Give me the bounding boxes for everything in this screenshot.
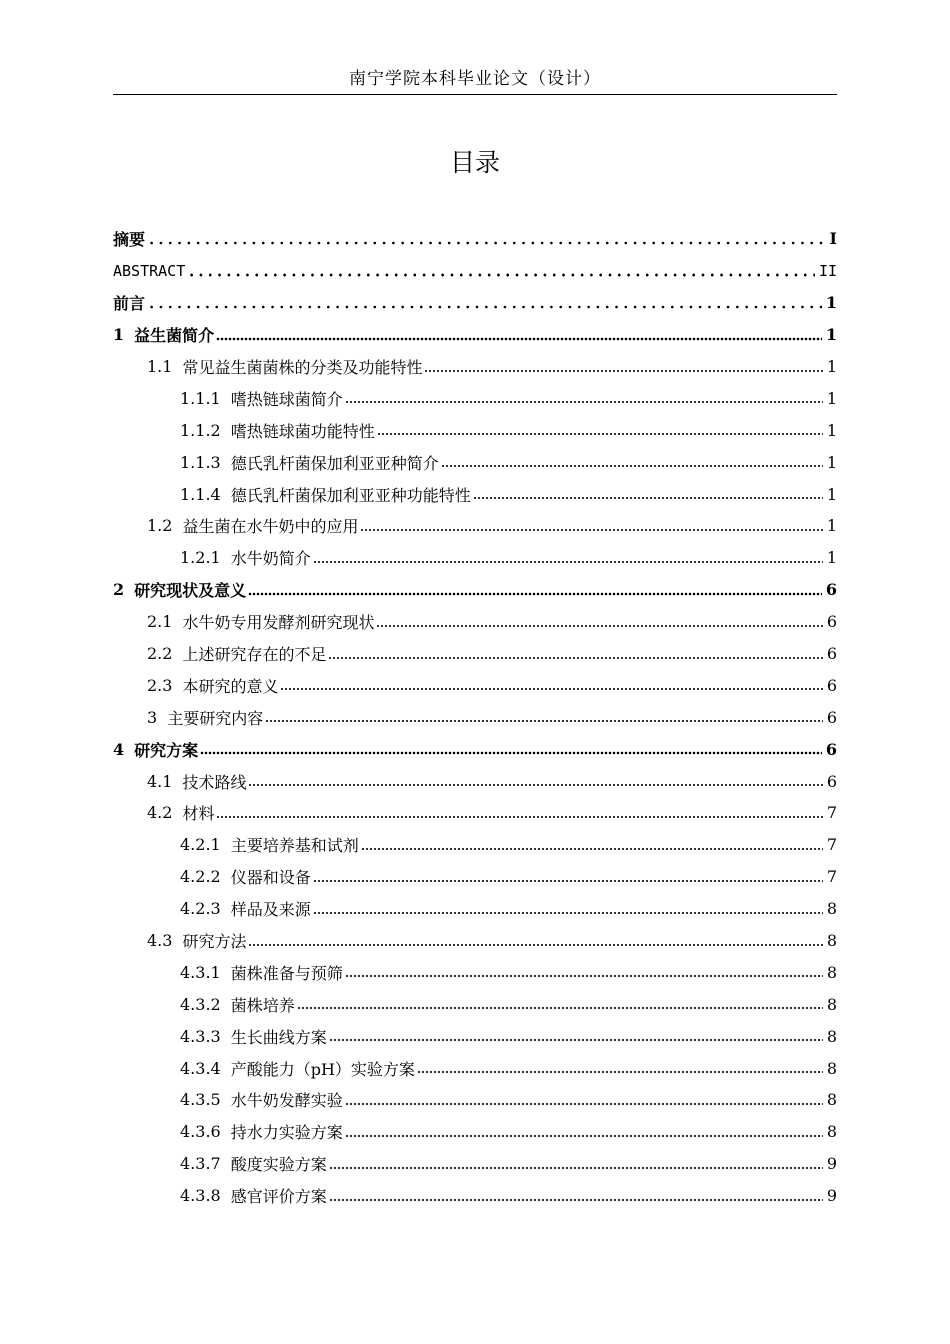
toc-entry-label: 德氏乳杆菌保加利亚亚种简介 [230, 453, 439, 473]
toc-entry[interactable] [113, 574, 837, 606]
toc-entry-label: 研究方法 [182, 932, 247, 952]
toc-entry[interactable] [113, 351, 837, 383]
toc-entry-page: 6 [826, 707, 837, 727]
toc-entry-label: 水牛奶简介 [230, 549, 311, 569]
toc-entry-label: 感官评价方案 [230, 1187, 327, 1207]
toc-entry[interactable] [113, 893, 837, 925]
dot-leader [328, 656, 822, 660]
toc-entry-label: 益生菌在水牛奶中的应用 [182, 517, 359, 537]
toc-entry-label: 嗜热链球菌简介 [230, 389, 343, 409]
dot-leader [345, 1134, 823, 1138]
toc-entry-page: 1 [826, 548, 837, 568]
dot-leader [377, 432, 823, 436]
toc-entry-page: 9 [826, 1186, 837, 1206]
table-of-contents [113, 223, 837, 1212]
toc-entry-page: 6 [825, 580, 837, 600]
toc-entry-number: 1.1.2 [180, 420, 221, 440]
toc-entry-label: 研究现状及意义 [134, 581, 247, 601]
toc-entry[interactable] [113, 701, 837, 733]
toc-entry-number: 4.3.6 [180, 1122, 221, 1142]
toc-entry-label: 材料 [182, 804, 215, 824]
toc-entry-number: 4.3.2 [180, 994, 221, 1014]
toc-entry-page: II [818, 261, 837, 280]
toc-entry-number: 2.3 [147, 675, 173, 695]
dot-leader [345, 974, 823, 978]
toc-entry-label: 嗜热链球菌功能特性 [230, 421, 375, 441]
toc-entry-label: 本研究的意义 [182, 676, 279, 696]
toc-entry-number: 4.2 [147, 803, 173, 823]
toc-entry[interactable] [113, 606, 837, 638]
toc-entry-label: 仪器和设备 [230, 868, 311, 888]
toc-entry-page: 8 [826, 962, 837, 982]
dot-leader [216, 815, 822, 819]
toc-entry-number: 4.3.5 [180, 1090, 221, 1110]
dot-leader [147, 305, 822, 309]
dot-leader [313, 911, 823, 915]
toc-entry-number: 1.1.1 [180, 388, 221, 408]
header-rule [113, 94, 837, 95]
dot-leader [265, 719, 823, 723]
toc-entry-page: 8 [826, 1026, 837, 1046]
toc-entry-page: 7 [826, 803, 837, 823]
page-title: 目录 [449, 148, 500, 177]
dot-leader [280, 687, 822, 691]
toc-entry[interactable] [113, 638, 837, 670]
toc-entry[interactable] [113, 1052, 837, 1084]
toc-entry-number: 1.2 [147, 516, 173, 536]
toc-entry-page: 1 [825, 325, 837, 345]
toc-entry-label: 摘要 [113, 230, 146, 250]
toc-entry[interactable] [113, 1020, 837, 1052]
toc-entry-number: 2.2 [147, 644, 173, 664]
toc-entry[interactable] [113, 829, 837, 861]
toc-entry[interactable] [113, 414, 837, 446]
toc-entry-number: 2.1 [147, 612, 173, 632]
toc-entry-number: 1.1.4 [180, 484, 221, 504]
toc-entry-number: 2 [113, 580, 125, 600]
dot-leader [329, 1166, 823, 1170]
dot-leader [200, 751, 822, 755]
toc-entry-number: 1.2.1 [180, 548, 221, 568]
dot-leader [361, 847, 823, 851]
toc-entry-label: 持水力实验方案 [230, 1123, 343, 1143]
toc-entry-label: 样品及来源 [230, 900, 311, 920]
toc-entry[interactable] [113, 319, 837, 351]
toc-entry-number: 4.2.2 [180, 867, 221, 887]
dot-leader [248, 592, 822, 596]
toc-entry-label: 菌株培养 [230, 995, 295, 1015]
dot-leader [329, 1198, 823, 1202]
toc-entry-number: 4.1 [147, 771, 173, 791]
dot-leader [473, 496, 823, 500]
toc-entry[interactable] [113, 542, 837, 574]
toc-entry-label: 前言 [113, 294, 146, 314]
dot-leader [345, 400, 823, 404]
toc-entry-number: 1.1.3 [180, 452, 221, 472]
dot-leader [187, 273, 815, 277]
toc-entry-page: 6 [826, 771, 837, 791]
toc-entry[interactable] [113, 382, 837, 414]
toc-entry-label: 酸度实验方案 [230, 1155, 327, 1175]
dot-leader [376, 624, 822, 628]
toc-entry[interactable] [113, 1180, 837, 1212]
dot-leader [313, 560, 823, 564]
toc-entry-page: 8 [826, 1090, 837, 1110]
toc-entry-number: 4.2.3 [180, 899, 221, 919]
toc-entry-page: 6 [826, 675, 837, 695]
toc-entry-number: 4.3.8 [180, 1186, 221, 1206]
toc-entry-label: 益生菌简介 [134, 326, 215, 346]
toc-entry-page: 1 [825, 293, 837, 313]
toc-entry-number: 4.3.3 [180, 1026, 221, 1046]
toc-entry-number: 1.1 [147, 357, 173, 376]
toc-entry-number: 1 [113, 325, 125, 345]
toc-entry-number: 4.2.1 [180, 835, 221, 855]
dot-leader [216, 337, 822, 341]
toc-entry[interactable] [113, 733, 837, 765]
dot-leader [329, 1038, 823, 1042]
toc-entry-page: 1 [826, 452, 837, 472]
toc-entry[interactable] [113, 956, 837, 988]
toc-entry-label: 德氏乳杆菌保加利亚亚种功能特性 [230, 485, 471, 505]
toc-entry-page: 6 [826, 612, 837, 632]
toc-entry-page: 8 [826, 931, 837, 951]
toc-entry[interactable] [113, 287, 837, 319]
dot-leader [417, 1070, 823, 1074]
toc-entry-page: 1 [826, 388, 837, 408]
toc-entry-number: 4.3.4 [180, 1058, 221, 1078]
toc-entry-page: 7 [826, 835, 837, 855]
toc-entry[interactable] [113, 765, 837, 797]
toc-entry-page: 6 [826, 644, 837, 664]
toc-entry[interactable] [113, 223, 837, 255]
running-header: 南宁学院本科毕业论文（设计） [349, 69, 601, 89]
toc-entry[interactable] [113, 797, 837, 829]
toc-entry-number: 4.3.1 [180, 962, 221, 982]
toc-entry-page: 9 [826, 1154, 837, 1174]
toc-entry-label: ABSTRACT [113, 261, 186, 280]
toc-entry[interactable] [113, 510, 837, 542]
toc-entry-page: 7 [826, 867, 837, 887]
toc-entry-label: 主要培养基和试剂 [230, 836, 359, 856]
toc-entry-label: 研究方案 [134, 740, 199, 760]
dot-leader [248, 783, 822, 787]
dot-leader [147, 241, 825, 245]
toc-entry-label: 菌株准备与预筛 [230, 963, 343, 983]
toc-entry-page: 1 [826, 420, 837, 440]
toc-entry[interactable] [113, 1116, 837, 1148]
toc-entry[interactable] [113, 1148, 837, 1180]
dot-leader [424, 369, 822, 373]
toc-entry-page: I [829, 229, 837, 249]
toc-entry-page: 8 [826, 899, 837, 919]
toc-entry[interactable] [113, 255, 837, 287]
toc-entry[interactable] [113, 925, 837, 957]
dot-leader [248, 943, 822, 947]
toc-entry-label: 水牛奶发酵实验 [230, 1091, 343, 1111]
toc-entry-label: 技术路线 [182, 772, 247, 792]
toc-entry-label: 生长曲线方案 [230, 1027, 327, 1047]
toc-entry-number: 4 [113, 739, 125, 759]
toc-entry-label: 产酸能力（pH）实验方案 [230, 1059, 415, 1079]
dot-leader [313, 879, 823, 883]
dot-leader [360, 528, 822, 532]
toc-entry-number: 3 [147, 707, 158, 727]
toc-entry-label: 水牛奶专用发酵剂研究现状 [182, 613, 375, 633]
toc-entry-page: 8 [826, 1058, 837, 1078]
toc-entry[interactable] [113, 1084, 837, 1116]
toc-entry[interactable] [113, 861, 837, 893]
dot-leader [441, 464, 823, 468]
toc-entry[interactable] [113, 478, 837, 510]
toc-entry-page: 8 [826, 1122, 837, 1142]
toc-entry-label: 主要研究内容 [167, 708, 264, 728]
toc-entry[interactable] [113, 988, 837, 1020]
toc-entry-label: 常见益生菌菌株的分类及功能特性 [182, 358, 423, 377]
toc-entry-number: 4.3 [147, 931, 173, 951]
toc-entry-label: 上述研究存在的不足 [182, 645, 327, 665]
toc-entry-page: 1 [826, 357, 837, 376]
toc-entry[interactable] [113, 446, 837, 478]
toc-entry[interactable] [113, 669, 837, 701]
dot-leader [297, 1006, 823, 1010]
toc-entry-page: 6 [825, 739, 837, 759]
toc-entry-page: 1 [826, 516, 837, 536]
dot-leader [345, 1102, 823, 1106]
toc-entry-number: 4.3.7 [180, 1154, 221, 1174]
toc-entry-page: 8 [826, 994, 837, 1014]
toc-entry-page: 1 [826, 484, 837, 504]
